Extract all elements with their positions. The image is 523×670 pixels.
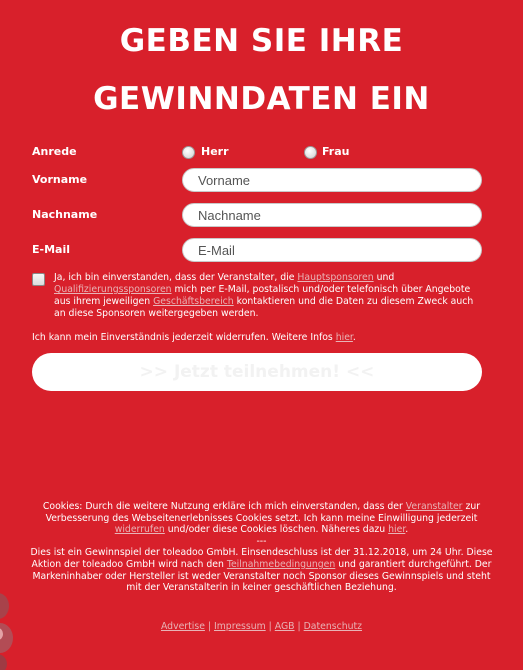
contest-text: Dies ist ein Gewinnspiel der toleadoo GmbH. Einsendeschluss ist der 31.12.2018, um 24 Uhr. Diese Aktion der toleadoo GmbH wird nach den: [30, 547, 493, 570]
revoke-note: [32, 332, 356, 343]
geschaeftsbereich-link[interactable]: Geschäftsbereich: [153, 296, 234, 307]
footer-links: [0, 621, 523, 632]
datenschutz-link[interactable]: Datenschutz: [303, 621, 363, 632]
radio-frau[interactable]: [304, 146, 317, 159]
consent-text-part: und: [373, 272, 395, 283]
cookie-notice: [30, 501, 493, 536]
footer-link-separator: |: [297, 621, 301, 632]
footer-link-separator: |: [207, 621, 212, 632]
qualifizierungssponsoren-link[interactable]: Qualifizierungssponsoren: [54, 284, 172, 295]
cookie-text: zur Verbesserung des Webseitenerlebnisses Cookies setzt. Ich kann meine Einwilligung jederzeit: [45, 501, 481, 524]
consent-text-part: Ja, ich bin einverstanden, dass der Veranstalter, die: [54, 272, 298, 283]
agb-link[interactable]: AGB: [274, 621, 295, 632]
teilnahmebedingungen-link[interactable]: Teilnahmebedingungen: [226, 558, 336, 570]
consent-checkbox[interactable]: [32, 273, 45, 286]
headline-line-1: GEBEN SIE IHRE: [119, 23, 404, 59]
decorative-fruit-image: [0, 592, 16, 670]
radio-herr-label[interactable]: Herr: [201, 145, 229, 158]
hauptsponsoren-link[interactable]: Hauptsponsoren: [297, 272, 374, 283]
revoke-text: Ich kann mein Einverständnis jederzeit widerrufen. Weitere Infos: [32, 332, 336, 343]
advertise-link[interactable]: Advertise: [160, 621, 205, 632]
veranstalter-link[interactable]: Veranstalter: [405, 501, 463, 512]
radio-frau-label[interactable]: Frau: [322, 145, 350, 158]
last-name-field[interactable]: [182, 203, 482, 227]
revoke-info-link[interactable]: hier: [335, 332, 353, 343]
widerrufen-link[interactable]: widerrufen: [114, 524, 165, 536]
footer-text: [30, 501, 493, 594]
last-name-label: Nachname: [32, 208, 98, 221]
email-field[interactable]: [182, 238, 482, 262]
consent-text: [54, 272, 474, 320]
cookie-info-link[interactable]: hier: [388, 524, 406, 536]
consent-text-part: kontaktieren und die Daten zu diesem Zweck auch an diese Sponsoren weitergegeben werden.: [54, 296, 474, 319]
contest-text: und garantiert durchgeführt. Der Markeninhaber oder Hersteller ist weder Veranstalter noch Sponsor dieses Gewinnspiels und steht mit der Veranstalterin in keiner geschäftlichen Beziehung.: [32, 558, 492, 594]
radio-herr[interactable]: [182, 146, 195, 159]
consent-text-part: mich per E-Mail, postalisch und/oder telefonisch über Angebote aus ihrem jeweiligen: [54, 284, 471, 307]
submit-button[interactable]: >> Jetzt teilnehmen! <<: [32, 353, 482, 391]
contest-notice: [30, 547, 493, 593]
email-label: E-Mail: [32, 243, 70, 256]
revoke-end: .: [352, 332, 356, 343]
salutation-label: Anrede: [32, 145, 77, 158]
footer-link-separator: |: [268, 621, 272, 632]
cookie-text: .: [405, 524, 409, 536]
impressum-link[interactable]: Impressum: [214, 621, 266, 632]
first-name-field[interactable]: [182, 168, 482, 192]
cookie-text: Cookies: Durch die weitere Nutzung erkläre ich mich einverstanden, dass der: [42, 501, 406, 512]
headline-line-2: GEWINNDATEN EIN: [93, 81, 430, 117]
cookie-text: und/oder diese Cookies löschen. Näheres dazu: [164, 524, 389, 536]
page-headline: [0, 12, 523, 128]
footer-separator: ---: [256, 535, 267, 547]
first-name-label: Vorname: [32, 173, 88, 186]
